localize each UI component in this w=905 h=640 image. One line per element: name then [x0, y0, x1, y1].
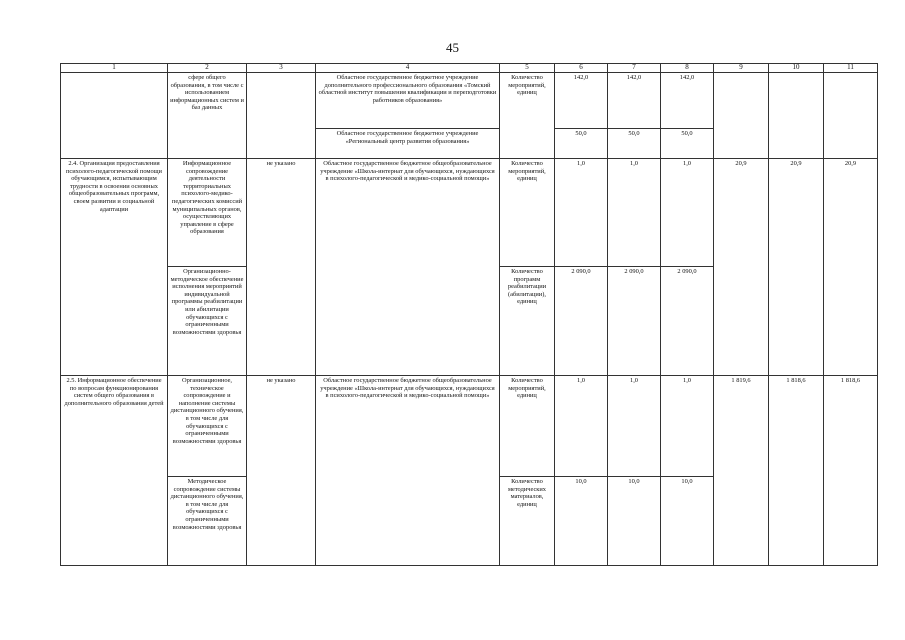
cell-value-8: 1,0 [661, 159, 714, 267]
cell-finance-9: 1 819,6 [714, 376, 769, 566]
cell-finance-11: 20,9 [824, 159, 878, 376]
cell-finance-9 [714, 73, 769, 159]
cell-finance-10: 1 818,6 [769, 376, 824, 566]
cell-activity: Методическое сопровождение системы дистанционного обучения, в том числе для обучающихся с ограниченными возможностями здоровья [168, 477, 247, 566]
cell-executor: Областное государственное бюджетное учреждение «Региональный центр развития образования» [316, 129, 500, 159]
cell-period: не указано [247, 376, 316, 566]
col-header-8: 8 [661, 64, 714, 73]
cell-period: не указано [247, 159, 316, 376]
cell-indicator: Количество мероприятий, единиц [500, 159, 555, 267]
cell-value-8: 10,0 [661, 477, 714, 566]
cell-value-8: 142,0 [661, 73, 714, 129]
col-header-2: 2 [168, 64, 247, 73]
cell-indicator: Количество методических материалов, единиц [500, 477, 555, 566]
cell-value-7: 1,0 [608, 376, 661, 477]
cell-value-6: 1,0 [555, 159, 608, 267]
cell-value-7: 2 090,0 [608, 267, 661, 376]
table-row [61, 159, 878, 267]
cell-task: 2.4. Организация предоставления психолого-педагогической помощи обучающимся, испытывающим трудности в освоении основных общеобразовательных программ, своем развитии и социальной адаптации [61, 159, 168, 376]
cell-indicator: Количество мероприятий, единиц [500, 376, 555, 477]
cell-activity: Организационно-методическое обеспечение исполнения мероприятий индивидуальной программы реабилитации или абилитации обучающихся с ограниченными возможностями здоровья [168, 267, 247, 376]
cell-value-6: 10,0 [555, 477, 608, 566]
cell-indicator: Количество программ реабилитации (абилитации), единиц [500, 267, 555, 376]
col-header-4: 4 [316, 64, 500, 73]
col-header-6: 6 [555, 64, 608, 73]
cell-value-8: 1,0 [661, 376, 714, 477]
cell-indicator: Количество мероприятий, единиц [500, 73, 555, 159]
cell-value-6: 2 090,0 [555, 267, 608, 376]
cell-activity: сфере общего образования, в том числе с использованием информационных систем и баз данных [168, 73, 247, 159]
table-row [61, 376, 878, 477]
cell-finance-10 [769, 73, 824, 159]
cell-period [247, 73, 316, 159]
cell-finance-11: 1 818,6 [824, 376, 878, 566]
cell-value-6: 1,0 [555, 376, 608, 477]
cell-executor: Областное государственное бюджетное общеобразовательное учреждение «Школа-интернат для обучающихся, нуждающихся в психолого-педагогической и медико-социальной помощи» [316, 159, 500, 376]
cell-finance-11 [824, 73, 878, 159]
cell-value-7: 142,0 [608, 73, 661, 129]
col-header-11: 11 [824, 64, 878, 73]
cell-task: 2.5. Информационное обеспечение по вопросам функционирования систем общего образования в дополнительного образования детей [61, 376, 168, 566]
col-header-5: 5 [500, 64, 555, 73]
column-number-row [61, 64, 878, 73]
cell-activity: Информационное сопровождение деятельности территориальных психолого-медико-педагогических комиссий муниципальных органов, осуществляющих управление в сфере образования [168, 159, 247, 267]
col-header-3: 3 [247, 64, 316, 73]
cell-executor: Областное государственное бюджетное общеобразовательное учреждение «Школа-интернат для обучающихся, нуждающихся в психолого-педагогической и медико-социальной помощи» [316, 376, 500, 566]
table-row [61, 73, 878, 129]
page-number: 45 [446, 40, 459, 55]
program-table [60, 63, 878, 566]
cell-activity: Организационное, техническое сопровождение и наполнение системы дистанционного обучения, в том числе для обучающихся с ограниченными возможностями здоровья [168, 376, 247, 477]
cell-executor: Областное государственное бюджетное учреждение дополнительного профессионального образования «Томский областной институт повышения квалификации и переподготовки работников образования» [316, 73, 500, 129]
cell-value-7: 10,0 [608, 477, 661, 566]
cell-value-8: 50,0 [661, 129, 714, 159]
col-header-1: 1 [61, 64, 168, 73]
cell-finance-10: 20,9 [769, 159, 824, 376]
cell-task [61, 73, 168, 159]
col-header-7: 7 [608, 64, 661, 73]
cell-value-6: 50,0 [555, 129, 608, 159]
cell-value-7: 1,0 [608, 159, 661, 267]
cell-value-7: 50,0 [608, 129, 661, 159]
cell-finance-9: 20,9 [714, 159, 769, 376]
col-header-9: 9 [714, 64, 769, 73]
col-header-10: 10 [769, 64, 824, 73]
cell-value-8: 2 090,0 [661, 267, 714, 376]
cell-value-6: 142,0 [555, 73, 608, 129]
